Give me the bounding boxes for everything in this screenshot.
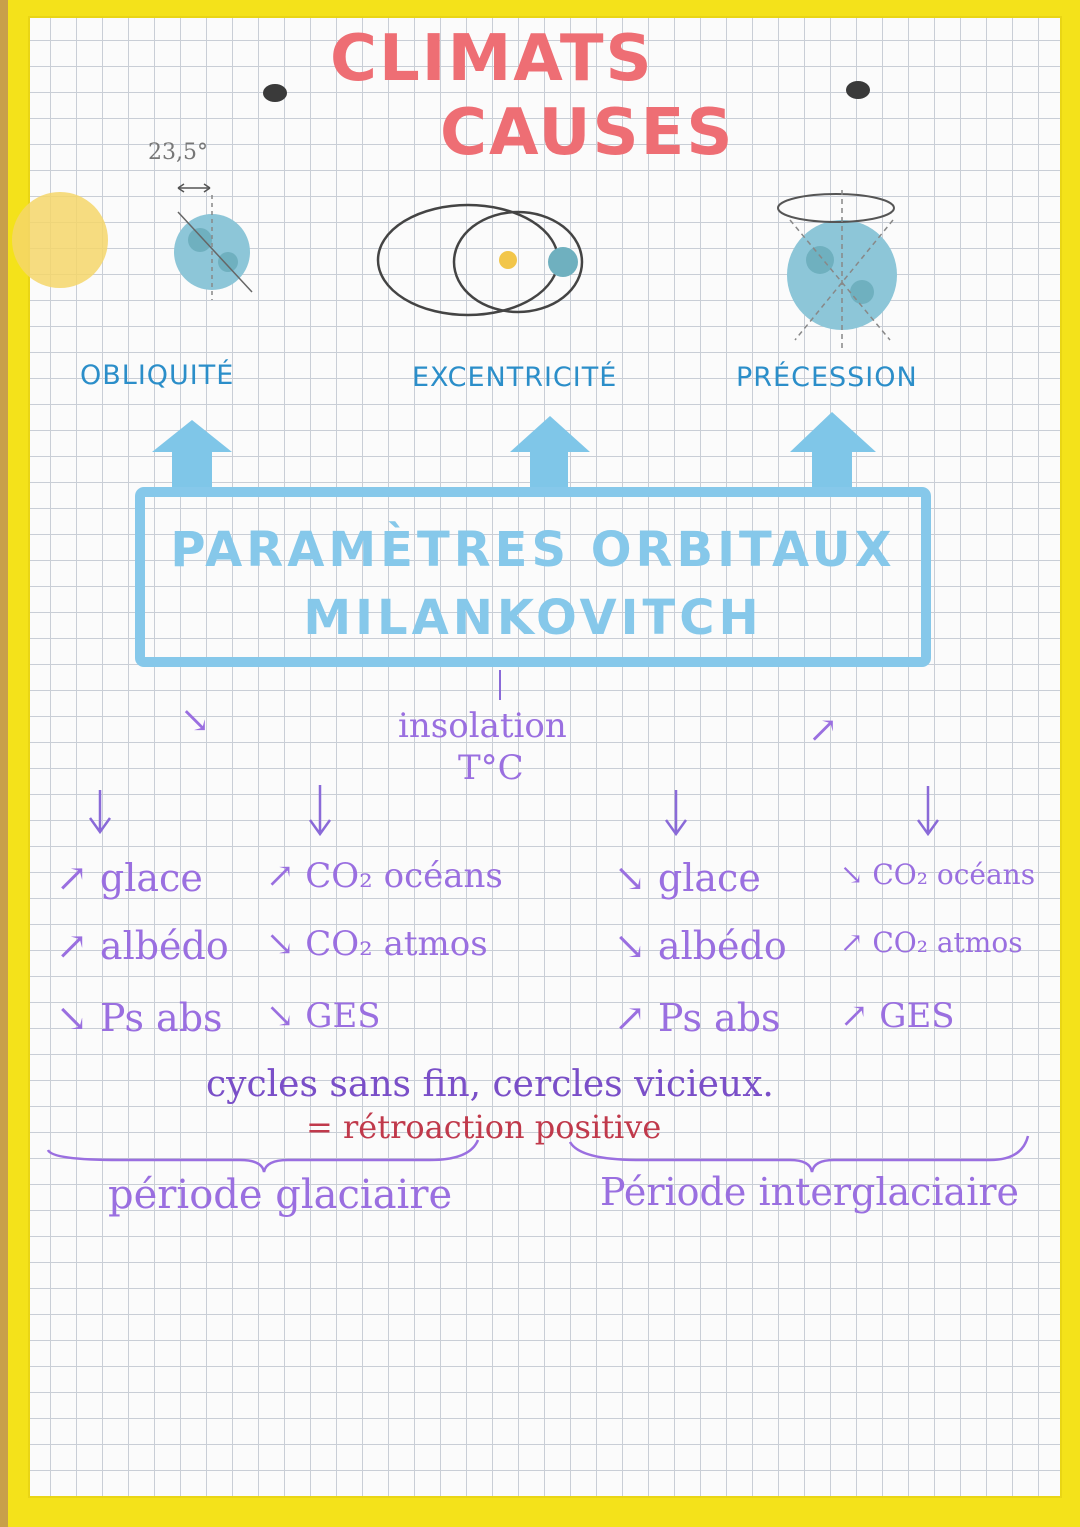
up-arrow-excentricity (510, 416, 590, 494)
up-arrow-precession (790, 412, 876, 494)
column-arrows (90, 785, 938, 834)
elliptical-orbit-icon (378, 205, 582, 315)
col2-item-3: ↘ GES (266, 996, 381, 1036)
col4-item-1: ↘ CO₂ océans (840, 858, 1036, 891)
up-arrow-obliquity (152, 420, 232, 494)
col1-item-3: ↘ Ps abs (56, 996, 223, 1040)
ring-holes (263, 81, 870, 102)
feedback-text: = rétroaction positive (306, 1108, 662, 1146)
label-precession: PRÉCESSION (736, 362, 918, 393)
col2-item-1: ↗ CO₂ océans (266, 856, 503, 896)
col1-item-1: ↗ glace (56, 856, 203, 900)
box-title-line-1: PARAMÈTRES ORBITAUX (170, 522, 896, 578)
col2-item-2: ↘ CO₂ atmos (266, 924, 488, 964)
title-line-2: CAUSES (440, 96, 735, 170)
temperature-label: T°C (458, 748, 524, 788)
label-obliquite: OBLIQUITÉ (80, 360, 235, 391)
period-interglacial: Période interglaciaire (600, 1170, 1020, 1214)
label-excentricite: EXCENTRICITÉ (412, 362, 618, 393)
tilted-earth-icon (174, 184, 252, 300)
title-line-1: CLIMATS (330, 22, 654, 96)
col4-item-2: ↗ CO₂ atmos (840, 926, 1023, 959)
insolation-label: insolation (398, 706, 567, 746)
col1-item-2: ↗ albédo (56, 924, 229, 968)
box-title-line-2: MILANKOVITCH (303, 590, 763, 646)
decrease-arrow: ↘ (180, 700, 211, 741)
period-glacial: période glaciaire (108, 1172, 453, 1218)
increase-arrow: ↗ (808, 710, 839, 751)
obliquity-angle-label: 23,5° (148, 140, 208, 165)
col3-item-2: ↘ albédo (614, 924, 787, 968)
precessing-earth-icon (778, 190, 897, 352)
col3-item-1: ↘ glace (614, 856, 761, 900)
col4-item-3: ↗ GES (840, 996, 955, 1036)
sun-icon (12, 192, 108, 288)
col3-item-3: ↗ Ps abs (614, 996, 781, 1040)
cycle-text: cycles sans fin, cercles vicieux. (206, 1064, 774, 1105)
